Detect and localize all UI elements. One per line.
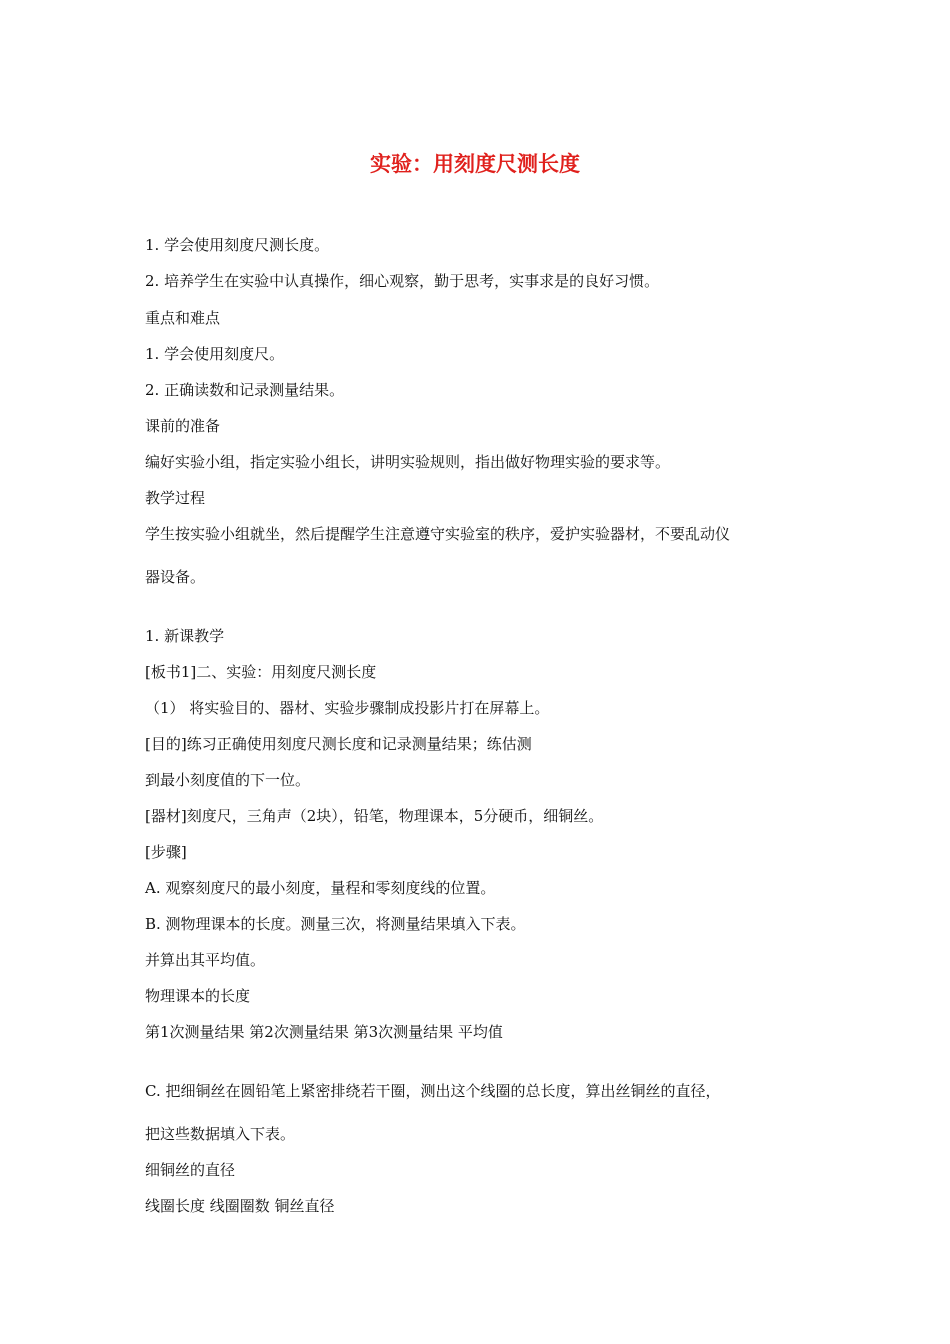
- step-b-continuation: 并算出其平均值。: [145, 951, 266, 969]
- goal-item-1: 1. 学会使用刻度尺测长度。: [145, 236, 330, 254]
- process-paragraph-line-1: 学生按实验小组就坐，然后提醒学生注意遵守实验室的秩序，爱护实验器材，不要乱动仪: [145, 525, 731, 543]
- table-2-headers: 线圈长度 线圈圈数 铜丝直径: [145, 1197, 335, 1215]
- table-2-caption: 细铜丝的直径: [145, 1161, 236, 1179]
- page-title: 实验：用刻度尺测长度: [370, 152, 580, 176]
- preparation-text: 编好实验小组，指定实验小组长，讲明实验规则，指出做好物理实验的要求等。: [145, 453, 671, 471]
- table-1-caption: 物理课本的长度: [145, 987, 251, 1005]
- process-paragraph-line-2: 器设备。: [145, 568, 206, 586]
- step-b-text: B. 测物理课本的长度。测量三次，将测量结果填入下表。: [145, 915, 526, 933]
- purpose-line-1: [目的]练习正确使用刻度尺测长度和记录测量结果；练估测: [145, 735, 532, 753]
- section-heading-key-points: 重点和难点: [145, 309, 221, 327]
- section-heading-preparation: 课前的准备: [145, 417, 221, 435]
- purpose-line-2: 到最小刻度值的下一位。: [145, 771, 311, 789]
- new-lesson-heading: 1. 新课教学: [145, 627, 225, 645]
- goal-item-2: 2. 培养学生在实验中认真操作，细心观察，勤于思考，实事求是的良好习惯。: [145, 272, 660, 290]
- key-point-item-1: 1. 学会使用刻度尺。: [145, 345, 285, 363]
- key-point-item-2: 2. 正确读数和记录测量结果。: [145, 381, 345, 399]
- step-c-continuation: 把这些数据填入下表。: [145, 1125, 296, 1143]
- table-1-headers: 第1次测量结果 第2次测量结果 第3次测量结果 平均值: [145, 1023, 503, 1041]
- step-a-text: A. 观察刻度尺的最小刻度，量程和零刻度线的位置。: [145, 879, 496, 897]
- section-heading-teaching-process: 教学过程: [145, 489, 206, 507]
- step-1-text: （1） 将实验目的、器材、实验步骤制成投影片打在屏幕上。: [145, 699, 550, 717]
- board-note-1: [板书1]二、实验：用刻度尺测长度: [145, 663, 377, 681]
- equipment-text: [器材]刻度尺，三角声（2块），铅笔，物理课本，5分硬币，细铜丝。: [145, 807, 604, 825]
- steps-heading: [步骤]: [145, 843, 187, 861]
- step-c-text: C. 把细铜丝在圆铅笔上紧密排绕若干圈，测出这个线圈的总长度，算出丝铜丝的直径，: [145, 1082, 721, 1100]
